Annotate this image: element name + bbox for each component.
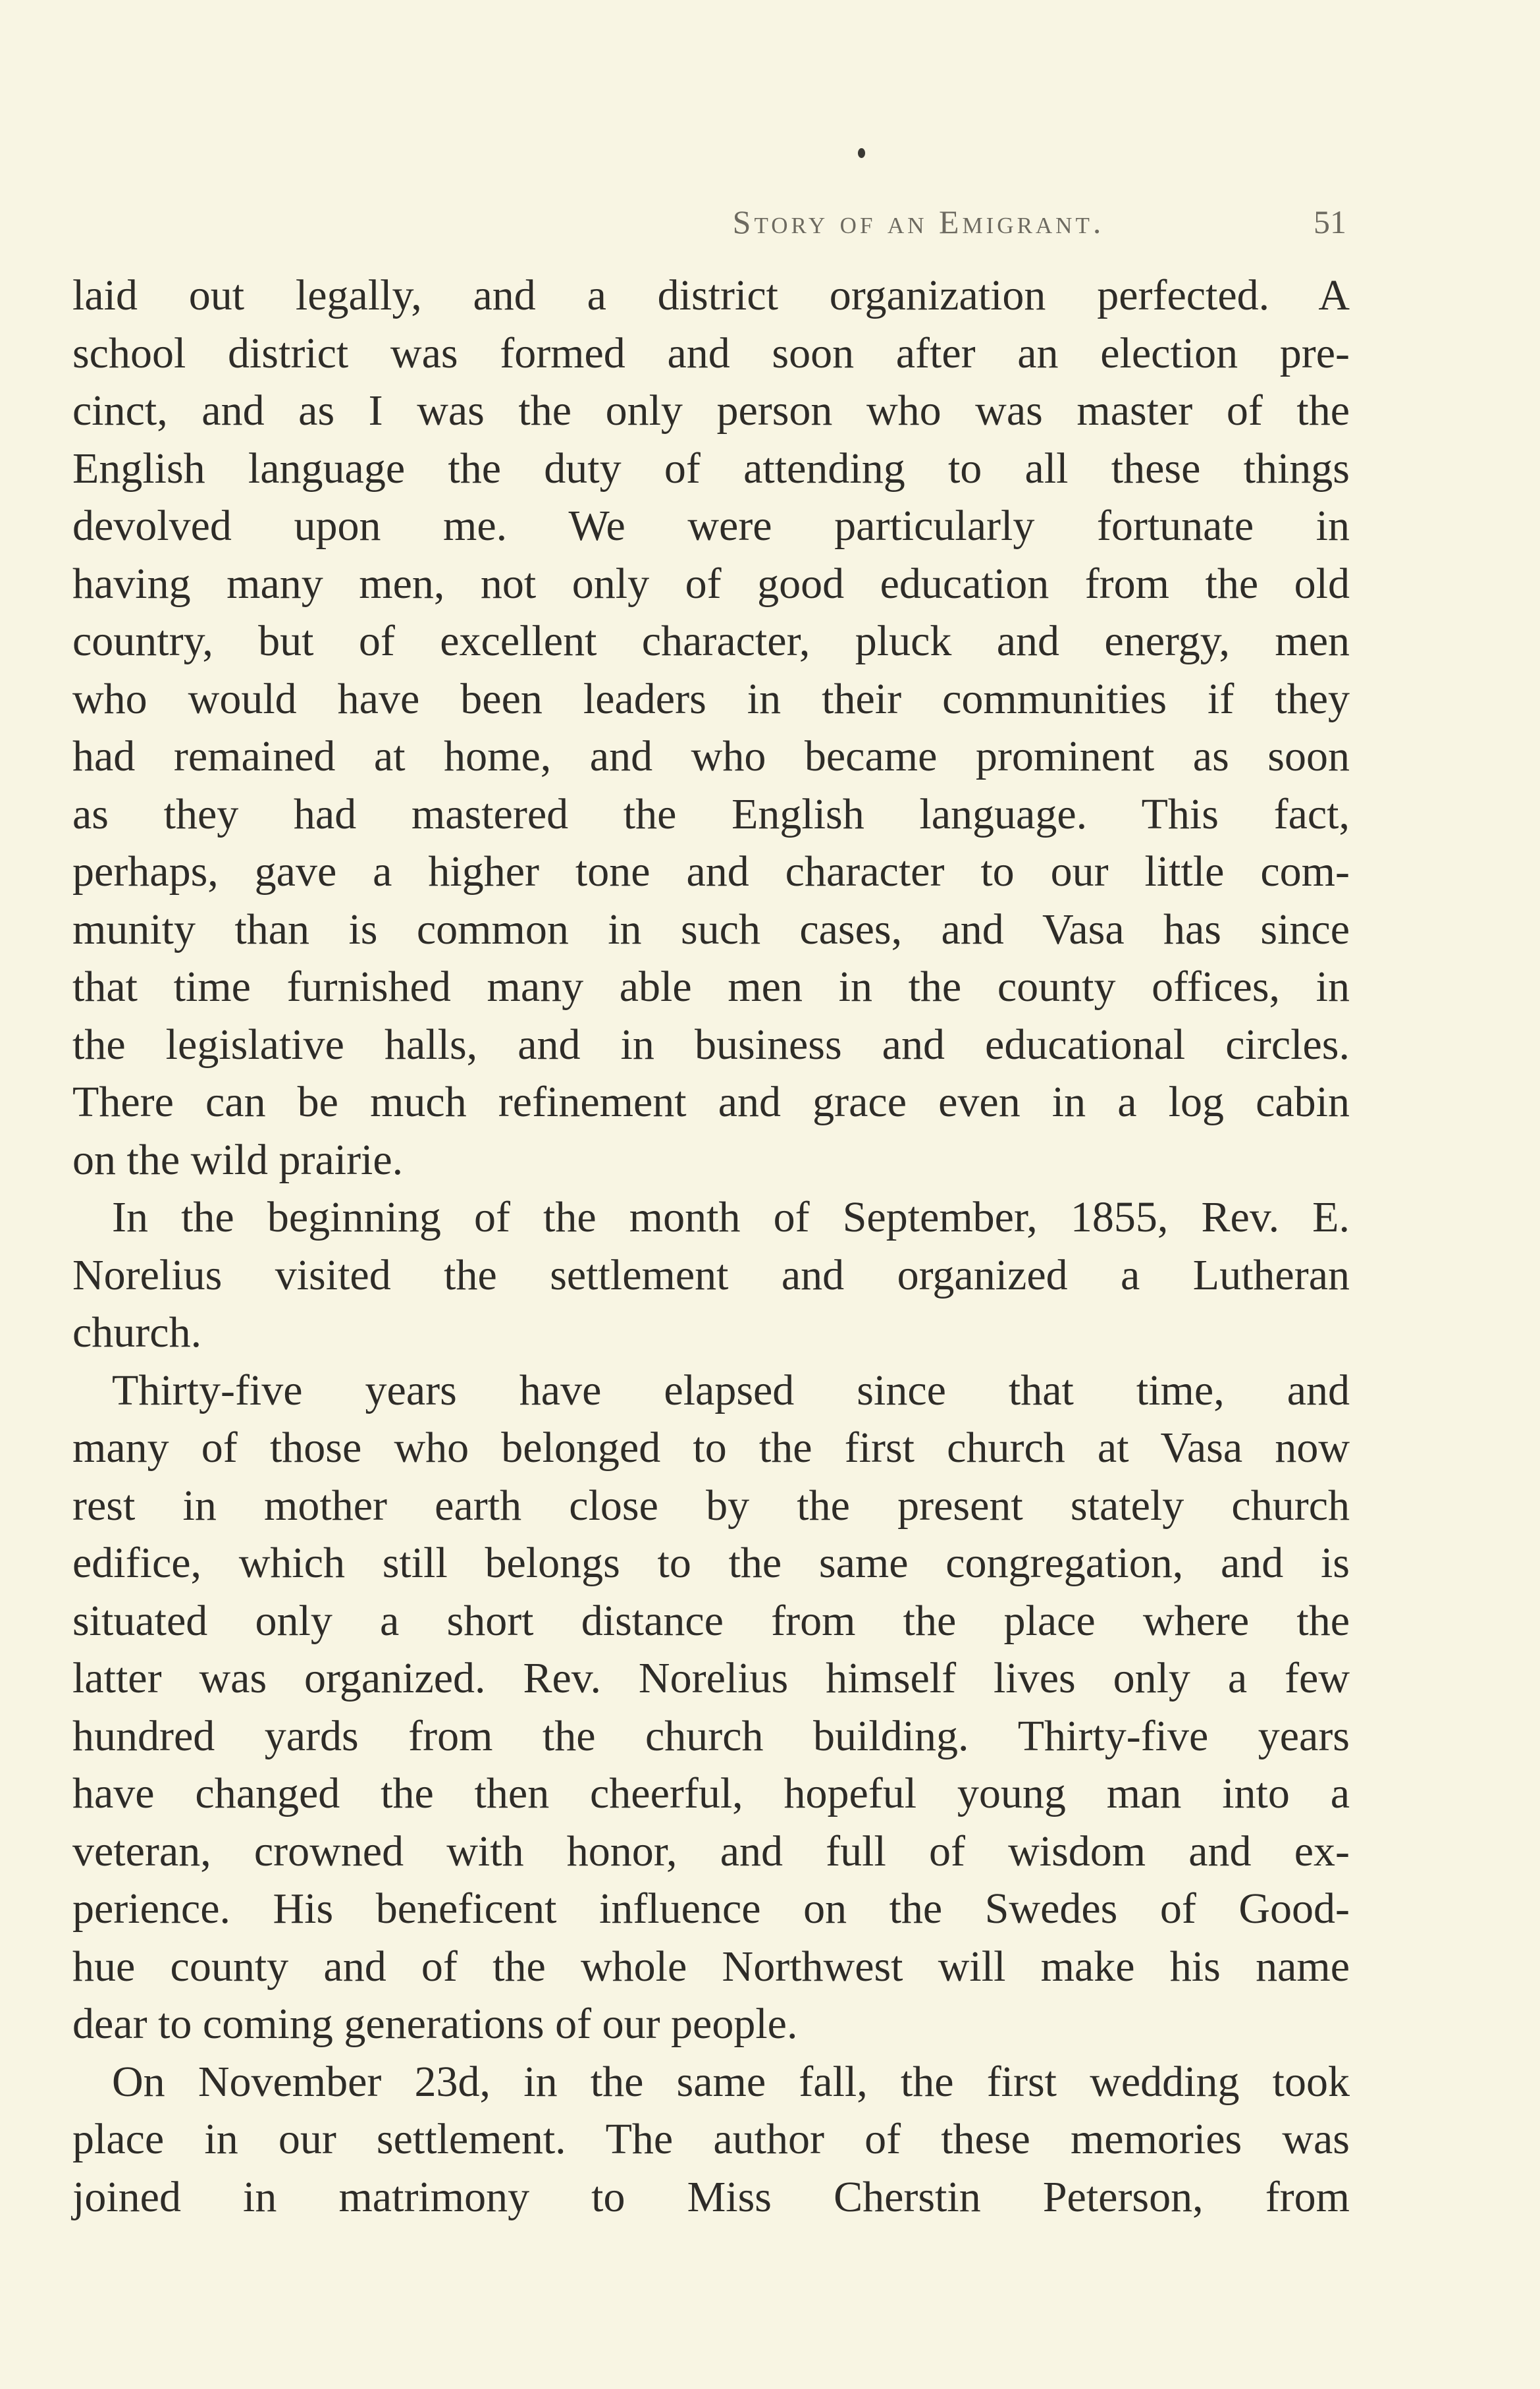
text-line: On November 23d, in the same fall, the first wedding took bbox=[112, 2057, 1350, 2106]
text-line: hue county and of the whole Northwest will make his name bbox=[72, 1942, 1350, 1991]
text-line: edifice, which still belongs to the same congregation, and is bbox=[72, 1539, 1350, 1587]
text-line: perience. His beneficent influence on the Swedes of Good- bbox=[72, 1885, 1350, 1933]
text-line: church. bbox=[72, 1308, 202, 1356]
text-line: latter was organized. Rev. Norelius himself lives only a few bbox=[72, 1654, 1350, 1702]
text-line: country, but of excellent character, pluck and energy, men bbox=[72, 617, 1350, 665]
text-line: munity than is common in such cases, and Vasa has since bbox=[72, 905, 1350, 953]
text-line: There can be much refinement and grace even in a log cabin bbox=[72, 1078, 1350, 1126]
body-text bbox=[72, 267, 1350, 2226]
text-line: on the wild prairie. bbox=[72, 1135, 404, 1184]
running-head: Story of an Emigrant. bbox=[732, 203, 1105, 240]
text-line: In the beginning of the month of September, 1855, Rev. E. bbox=[112, 1193, 1350, 1241]
text-line: joined in matrimony to Miss Cherstin Peterson, from bbox=[72, 2172, 1350, 2221]
text-line: hundred yards from the church building. Thirty-five years bbox=[72, 1711, 1350, 1760]
text-line: had remained at home, and who became prominent as soon bbox=[72, 732, 1350, 780]
text-line: that time furnished many able men in the county offices, in bbox=[72, 963, 1350, 1011]
text-line: have changed the then cheerful, hopeful young man into a bbox=[72, 1769, 1350, 1817]
text-line: situated only a short distance from the place where the bbox=[72, 1596, 1350, 1645]
text-line: rest in mother earth close by the present stately church bbox=[72, 1481, 1350, 1530]
text-line: perhaps, gave a higher tone and character to our little com- bbox=[72, 847, 1350, 896]
text-line: having many men, not only of good education from the old bbox=[72, 559, 1350, 608]
text-line: laid out legally, and a district organization perfected. A bbox=[72, 271, 1350, 319]
page-number: 51 bbox=[1314, 203, 1346, 240]
text-line: as they had mastered the English language. This fact, bbox=[72, 790, 1350, 838]
text-line: English language the duty of attending to all these things bbox=[72, 444, 1350, 493]
text-line: cinct, and as I was the only person who was master of the bbox=[72, 387, 1350, 435]
ink-speck bbox=[858, 148, 865, 158]
text-line: many of those who belonged to the first church at Vasa now bbox=[72, 1424, 1350, 1472]
text-line: dear to coming generations of our people. bbox=[72, 2000, 798, 2048]
text-line: devolved upon me. We were particularly fortunate in bbox=[72, 502, 1350, 550]
text-line: Norelius visited the settlement and organized a Lutheran bbox=[72, 1250, 1350, 1299]
text-line: place in our settlement. The author of these memories was bbox=[72, 2115, 1350, 2163]
text-line: who would have been leaders in their communities if they bbox=[72, 674, 1350, 723]
text-line: school district was formed and soon after an election pre- bbox=[72, 329, 1350, 377]
text-line: the legislative halls, and in business and educational circles. bbox=[72, 1020, 1350, 1069]
text-line: Thirty-five years have elapsed since that time, and bbox=[112, 1366, 1350, 1414]
text-line: veteran, crowned with honor, and full of wisdom and ex- bbox=[72, 1827, 1350, 1875]
